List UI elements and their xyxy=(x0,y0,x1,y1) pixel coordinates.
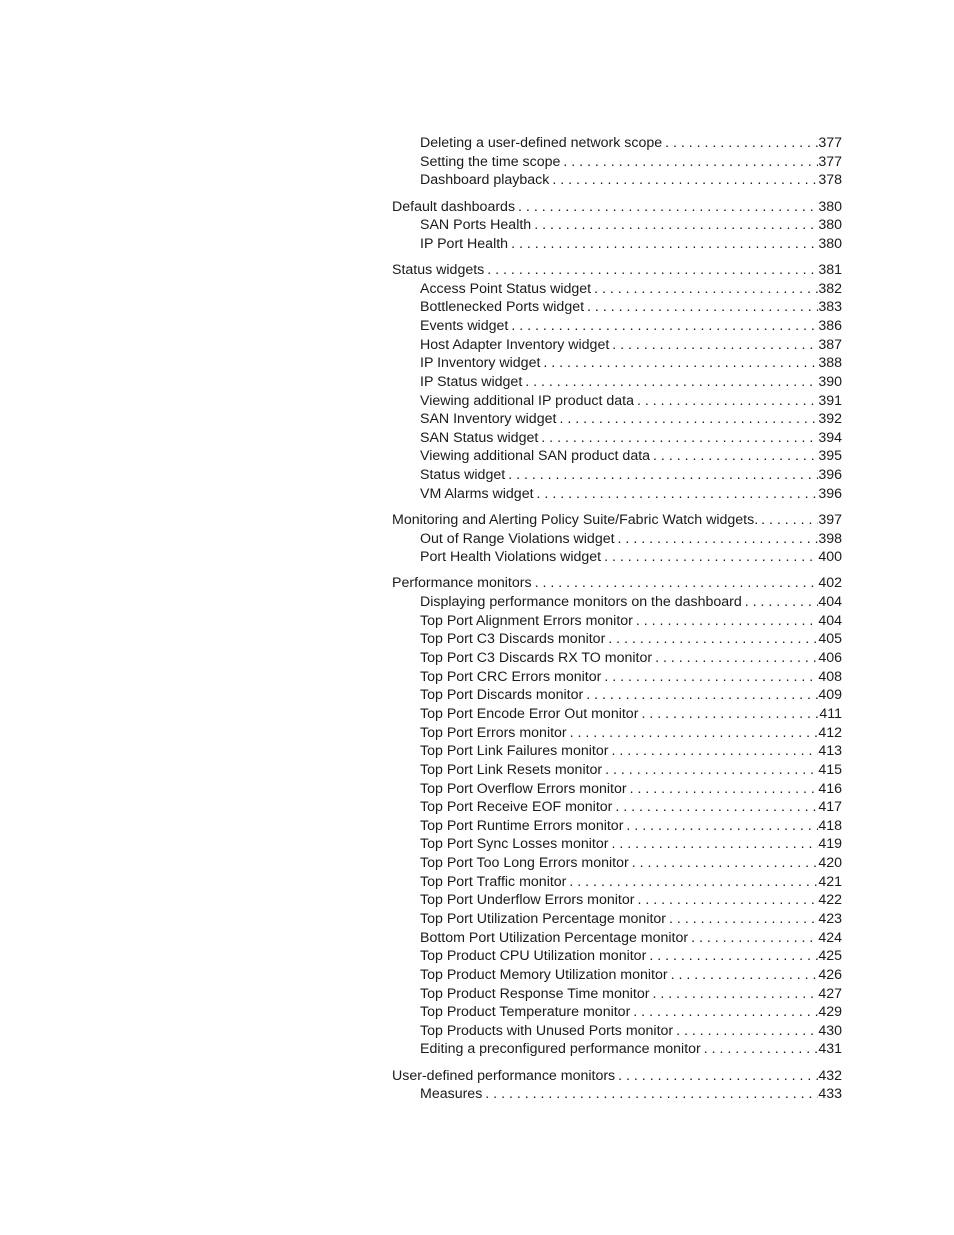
toc-page-number: 429 xyxy=(818,1004,842,1021)
toc-page-number: 431 xyxy=(818,1041,842,1058)
toc-entry-label: Top Port Discards monitor xyxy=(420,687,584,704)
toc-entry-label: Top Port Traffic monitor xyxy=(420,873,567,890)
toc-heading-entry[interactable] xyxy=(392,574,842,593)
toc-page-number: 408 xyxy=(818,668,842,685)
dot-leader xyxy=(605,630,818,649)
toc-subentry[interactable] xyxy=(392,153,842,172)
toc-heading-entry[interactable] xyxy=(392,198,842,217)
toc-page-number: 418 xyxy=(818,817,842,834)
toc-page-number: 397 xyxy=(818,511,842,528)
dot-leader xyxy=(566,873,818,892)
toc-subentry[interactable] xyxy=(392,929,842,948)
toc-page-number: 406 xyxy=(818,650,842,667)
toc-entry-label: Measures xyxy=(420,1086,483,1103)
toc-subentry[interactable] xyxy=(392,1085,842,1104)
toc-page-number: 421 xyxy=(818,873,842,890)
toc-page-number: 396 xyxy=(818,485,842,502)
toc-page-number: 400 xyxy=(818,549,842,566)
toc-entry-label: Top Products with Unused Ports monitor xyxy=(420,1022,674,1039)
toc-subentry[interactable] xyxy=(392,280,842,299)
toc-subentry[interactable] xyxy=(392,985,842,1004)
toc-entry-label: Top Port Alignment Errors monitor xyxy=(420,612,633,629)
dot-leader xyxy=(567,724,819,743)
toc-entry-label: Displaying performance monitors on the dashboard xyxy=(420,594,742,611)
dot-leader xyxy=(615,1067,818,1086)
toc-page-number: 419 xyxy=(818,836,842,853)
toc-entry-label: Top Port Receive EOF monitor xyxy=(420,799,613,816)
toc-subentry[interactable] xyxy=(392,612,842,631)
toc-subentry[interactable] xyxy=(392,1022,842,1041)
toc-entry-label: Top Product Response Time monitor xyxy=(420,985,650,1002)
dot-leader xyxy=(484,261,818,280)
toc-entry-label: IP Inventory widget xyxy=(420,355,541,372)
toc-entry-label: SAN Ports Health xyxy=(420,217,532,234)
toc-entry-label: Status widgets xyxy=(392,262,485,279)
toc-entry-label: VM Alarms widget xyxy=(420,485,534,502)
toc-subentry[interactable] xyxy=(392,466,842,485)
toc-page-number: 427 xyxy=(818,985,842,1002)
toc-page-number: 433 xyxy=(818,1086,842,1103)
toc-page-number: 423 xyxy=(818,911,842,927)
toc-entry-label: Bottlenecked Ports widget xyxy=(420,299,585,316)
toc-page-number: 417 xyxy=(818,799,842,816)
toc-entry-label: Viewing additional SAN product data xyxy=(420,448,651,465)
dot-leader xyxy=(650,447,818,466)
dot-leader xyxy=(688,929,818,948)
toc-page-number: 380 xyxy=(818,217,842,234)
toc-subentry[interactable] xyxy=(392,593,842,612)
toc-page-number: 404 xyxy=(818,594,842,611)
toc-page-number: 420 xyxy=(818,855,842,872)
dot-leader xyxy=(608,742,818,761)
dot-leader xyxy=(583,686,818,705)
toc-entry-label: Status widget xyxy=(420,467,506,484)
toc-subentry[interactable] xyxy=(392,817,842,836)
toc-subentry[interactable] xyxy=(392,668,842,687)
toc-page-number: 430 xyxy=(818,1022,842,1039)
dot-leader xyxy=(662,134,818,153)
toc-entry-label: Deleting a user-defined network scope xyxy=(420,135,663,151)
dot-leader xyxy=(602,761,818,780)
toc-page-number: 377 xyxy=(818,153,842,170)
dot-leader xyxy=(601,548,818,567)
dot-leader xyxy=(584,298,818,317)
toc-subentry[interactable] xyxy=(392,548,842,567)
dot-leader xyxy=(508,235,818,254)
dot-leader xyxy=(629,854,819,873)
toc-page-number: 394 xyxy=(818,429,842,446)
dot-leader xyxy=(556,410,818,429)
toc-page-number: 426 xyxy=(818,966,842,983)
toc-entry-label: Access Point Status widget xyxy=(420,280,592,297)
toc-subentry[interactable] xyxy=(392,798,842,817)
toc-page-number: 387 xyxy=(818,336,842,353)
toc-page-number: 422 xyxy=(818,892,842,909)
dot-leader xyxy=(742,593,819,612)
toc-entry-label: Top Port Sync Losses monitor xyxy=(420,836,609,853)
toc-page-number: 381 xyxy=(818,262,842,279)
toc-entry-label: Top Port Encode Error Out monitor xyxy=(420,705,639,722)
toc-entry-label: Setting the time scope xyxy=(420,153,561,170)
toc-subentry[interactable] xyxy=(392,235,842,254)
toc-subentry[interactable] xyxy=(392,298,842,317)
toc-section xyxy=(392,261,842,503)
dot-leader xyxy=(646,947,818,966)
toc-subentry[interactable] xyxy=(392,891,842,910)
toc-heading-entry[interactable] xyxy=(392,511,842,530)
toc-page-number: 391 xyxy=(818,392,842,409)
toc-subentry[interactable] xyxy=(392,530,842,549)
dot-leader xyxy=(673,1022,818,1041)
toc-entry-label: Top Product Temperature monitor xyxy=(420,1004,631,1021)
dot-leader xyxy=(615,530,819,549)
dot-leader xyxy=(638,705,819,724)
toc-page-number: 382 xyxy=(818,280,842,297)
toc-entry-label: Top Port Overflow Errors monitor xyxy=(420,780,627,797)
dot-leader xyxy=(668,966,819,985)
toc-page-number: 432 xyxy=(818,1067,842,1084)
toc-heading-entry[interactable] xyxy=(392,1067,842,1086)
toc-entry-label: SAN Inventory widget xyxy=(420,411,557,428)
toc-page-number: 390 xyxy=(818,373,842,390)
toc-page-number: 395 xyxy=(818,448,842,465)
toc-subentry[interactable] xyxy=(392,354,842,373)
toc-subentry[interactable] xyxy=(392,171,842,190)
toc-entry-label: Top Port Runtime Errors monitor xyxy=(420,817,624,834)
toc-section xyxy=(392,198,842,254)
toc-entry-label: Events widget xyxy=(420,317,509,334)
dot-leader xyxy=(515,198,818,217)
toc-entry-label: Top Port C3 Discards monitor xyxy=(420,631,606,648)
toc-subentry[interactable] xyxy=(392,410,842,429)
toc-heading-entry[interactable] xyxy=(392,261,842,280)
dot-leader xyxy=(540,354,818,373)
toc-page-number: 425 xyxy=(818,948,842,965)
toc-page-number: 413 xyxy=(818,743,842,760)
toc-entry-label: User-defined performance monitors xyxy=(392,1067,616,1084)
toc-page-number: 396 xyxy=(818,467,842,484)
dot-leader xyxy=(758,511,818,530)
dot-leader xyxy=(634,891,818,910)
toc-page-number: 378 xyxy=(818,172,842,189)
toc-subentry[interactable] xyxy=(392,780,842,799)
toc-entry-label: IP Status widget xyxy=(420,373,523,390)
dot-leader xyxy=(627,780,819,799)
toc-entry-label: Bottom Port Utilization Percentage monitor xyxy=(420,929,689,946)
toc-entry-label: Top Port Link Failures monitor xyxy=(420,743,609,760)
toc-subentry[interactable] xyxy=(392,873,842,892)
toc-entry-label: Top Product CPU Utilization monitor xyxy=(420,948,647,965)
toc-entry-label: Default dashboards xyxy=(392,198,516,215)
toc-subentry[interactable] xyxy=(392,392,842,411)
toc-entry-label: Top Port Link Resets monitor xyxy=(420,761,603,778)
toc-subentry[interactable] xyxy=(392,966,842,985)
toc-subentry[interactable] xyxy=(392,373,842,392)
toc-subentry[interactable] xyxy=(392,724,842,743)
toc-subentry[interactable] xyxy=(392,630,842,649)
toc-section xyxy=(392,134,842,190)
dot-leader xyxy=(666,910,818,929)
toc-page-number: 405 xyxy=(818,631,842,648)
toc-page-number: 404 xyxy=(818,612,842,629)
toc-entry-label: Port Health Violations widget xyxy=(420,549,602,566)
dot-leader xyxy=(560,153,818,172)
toc-entry-label: Top Product Memory Utilization monitor xyxy=(420,966,668,983)
toc-entry-label: Top Port Underflow Errors monitor xyxy=(420,892,635,909)
toc-subentry[interactable] xyxy=(392,216,842,235)
dot-leader xyxy=(623,817,818,836)
toc-entry-label: Top Port Utilization Percentage monitor xyxy=(420,911,667,927)
toc-page-number: 398 xyxy=(818,530,842,547)
dot-leader xyxy=(591,280,818,299)
dot-leader xyxy=(601,668,818,687)
toc-page-number: 412 xyxy=(818,724,842,741)
toc-entry-label: Top Port Too Long Errors monitor xyxy=(420,855,629,872)
dot-leader xyxy=(482,1085,818,1104)
dot-leader xyxy=(652,649,818,668)
toc-entry-label: Editing a preconfigured performance monitor xyxy=(420,1041,701,1058)
toc-subentry[interactable] xyxy=(392,835,842,854)
toc-entry-label: Viewing additional IP product data xyxy=(420,392,635,409)
dot-leader xyxy=(549,171,818,190)
toc-entry-label: Top Port Errors monitor xyxy=(420,724,567,741)
toc-entry-label: Dashboard playback xyxy=(420,172,550,189)
toc-entry-label: Out of Range Violations widget xyxy=(420,530,615,547)
dot-leader xyxy=(608,835,818,854)
dot-leader xyxy=(649,985,818,1004)
toc-subentry[interactable] xyxy=(392,705,842,724)
toc-page-number: 424 xyxy=(818,929,842,946)
dot-leader xyxy=(534,485,819,504)
toc-page-number: 380 xyxy=(818,198,842,215)
toc-subentry[interactable] xyxy=(392,947,842,966)
toc-subentry[interactable] xyxy=(392,1040,842,1059)
dot-leader xyxy=(630,1003,818,1022)
toc-subentry[interactable] xyxy=(392,336,842,355)
toc-entry-label: Monitoring and Alerting Policy Suite/Fabric Watch widgets. xyxy=(392,511,759,528)
dot-leader xyxy=(532,574,819,593)
toc-page-number: 383 xyxy=(818,299,842,316)
toc-section xyxy=(392,574,842,1059)
toc-subentry[interactable] xyxy=(392,686,842,705)
toc-subentry[interactable] xyxy=(392,854,842,873)
toc-page-number: 402 xyxy=(818,575,842,592)
dot-leader xyxy=(508,317,818,336)
toc-page-number: 380 xyxy=(818,235,842,252)
toc-section xyxy=(392,1067,842,1104)
toc-subentry[interactable] xyxy=(392,1003,842,1022)
dot-leader xyxy=(633,612,818,631)
dot-leader xyxy=(701,1040,819,1059)
toc-entry-label: Top Port CRC Errors monitor xyxy=(420,668,602,685)
toc-entry-label: SAN Status widget xyxy=(420,429,539,446)
toc-page-number: 416 xyxy=(818,780,842,797)
toc-subentry[interactable] xyxy=(392,134,842,153)
toc-page-number: 386 xyxy=(818,317,842,334)
toc-subentry[interactable] xyxy=(392,447,842,466)
toc-subentry[interactable] xyxy=(392,485,842,504)
toc-subentry[interactable] xyxy=(392,761,842,780)
toc-page-number: 411 xyxy=(819,705,842,722)
toc-page-number: 388 xyxy=(818,355,842,372)
toc-page-number: 415 xyxy=(818,761,842,778)
toc-entry-label: Top Port C3 Discards RX TO monitor xyxy=(420,650,653,667)
toc-subentry[interactable] xyxy=(392,429,842,448)
dot-leader xyxy=(538,429,818,448)
dot-leader xyxy=(531,216,818,235)
toc-entry-label: Performance monitors xyxy=(392,575,532,592)
dot-leader xyxy=(522,373,818,392)
dot-leader xyxy=(609,336,818,355)
dot-leader xyxy=(612,798,818,817)
dot-leader xyxy=(505,466,818,485)
toc-subentry[interactable] xyxy=(392,649,842,668)
table-of-contents xyxy=(392,134,842,1112)
toc-page-number: 409 xyxy=(818,687,842,704)
toc-page-number: 392 xyxy=(818,411,842,428)
toc-entry-label: Host Adapter Inventory widget xyxy=(420,336,610,353)
dot-leader xyxy=(634,392,818,411)
toc-entry-label: IP Port Health xyxy=(420,235,509,252)
toc-subentry[interactable] xyxy=(392,317,842,336)
toc-section xyxy=(392,511,842,567)
toc-subentry[interactable] xyxy=(392,742,842,761)
toc-page-number: 377 xyxy=(818,135,842,151)
toc-subentry[interactable] xyxy=(392,910,842,929)
